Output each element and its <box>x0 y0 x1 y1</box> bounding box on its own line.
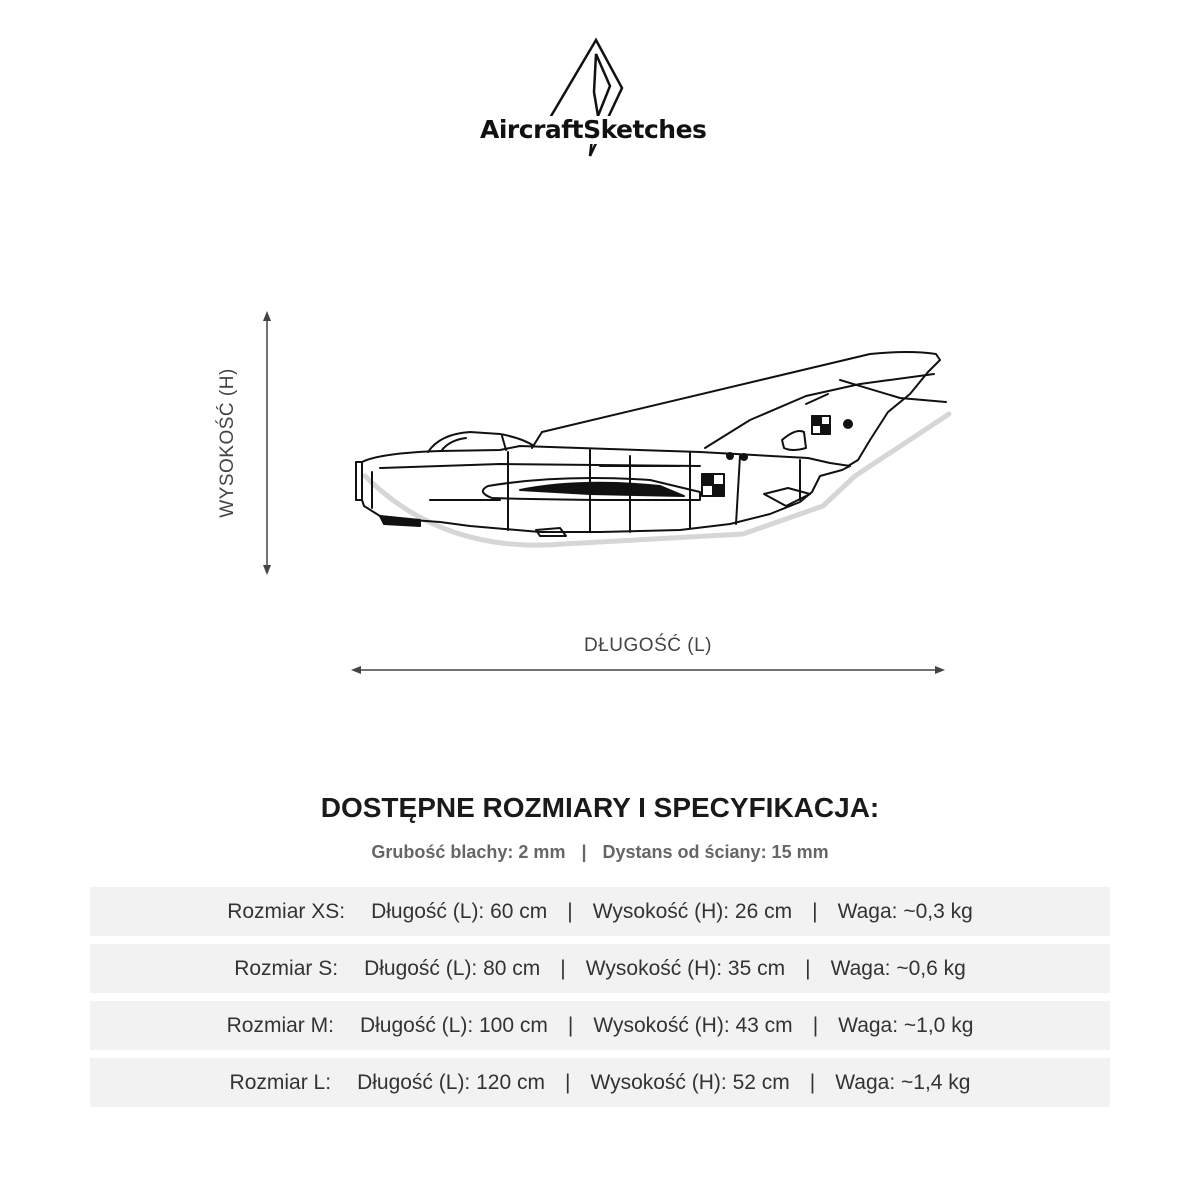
size-weight: Waga: ~0,3 kg <box>837 899 973 923</box>
size-weight: Waga: ~0,6 kg <box>830 956 966 980</box>
separator: | <box>567 899 573 923</box>
size-length: Długość (L): 120 cm <box>357 1070 545 1094</box>
size-weight: Waga: ~1,4 kg <box>835 1070 971 1094</box>
size-row-m <box>90 1001 1110 1050</box>
size-height: Wysokość (H): 52 cm <box>590 1070 790 1094</box>
separator: | <box>805 956 811 980</box>
separator: | <box>581 842 587 862</box>
size-name: Rozmiar XS: <box>227 899 346 923</box>
sheet-thickness: Grubość blachy: 2 mm <box>371 842 566 862</box>
size-row-l <box>90 1058 1110 1107</box>
length-label: DŁUGOŚĆ (L) <box>584 635 712 656</box>
separator: | <box>812 899 818 923</box>
aircraft-silhouette <box>356 352 949 545</box>
logo-wordmark: AircraftSketches <box>480 115 707 144</box>
size-weight: Waga: ~1,0 kg <box>838 1013 974 1037</box>
size-length: Długość (L): 100 cm <box>359 1013 548 1037</box>
size-row-xs <box>90 887 1110 936</box>
separator: | <box>809 1070 816 1094</box>
wall-standoff: Dystans od ściany: 15 mm <box>602 842 829 862</box>
separator: | <box>567 1013 574 1037</box>
size-height: Wysokość (H): 43 cm <box>593 1013 793 1037</box>
size-row-s <box>90 944 1110 993</box>
size-table <box>90 887 1110 1115</box>
size-name: Rozmiar L: <box>229 1070 332 1094</box>
specs-subtitle <box>0 842 1200 863</box>
size-length: Długość (L): 80 cm <box>364 956 541 980</box>
specs-title: DOSTĘPNE ROZMIARY I SPECYFIKACJA: <box>320 792 880 823</box>
size-name: Rozmiar S: <box>234 956 339 980</box>
separator: | <box>564 1070 571 1094</box>
size-name: Rozmiar M: <box>226 1013 334 1037</box>
separator: | <box>560 956 566 980</box>
separator: | <box>812 1013 819 1037</box>
height-label: WYSOKOŚĆ (H) <box>217 368 238 518</box>
size-height: Wysokość (H): 35 cm <box>585 956 786 980</box>
size-height: Wysokość (H): 26 cm <box>592 899 793 923</box>
size-length: Długość (L): 60 cm <box>371 899 548 923</box>
